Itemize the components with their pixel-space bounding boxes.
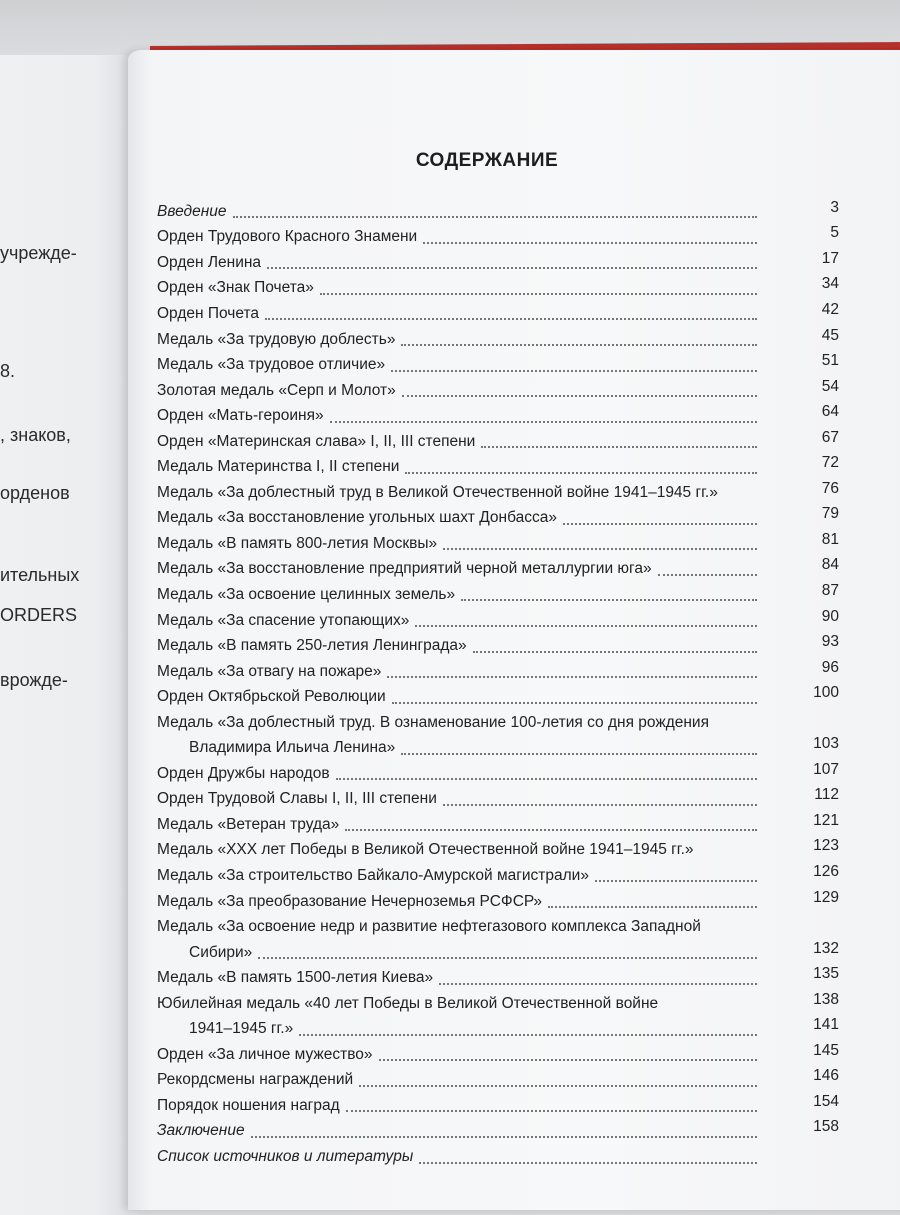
toc-entry-page: 112 [814,786,839,804]
dot-leader [658,573,757,576]
left-page-text: , знаков, [0,425,71,445]
toc-entry-title: Заключение [157,1122,245,1140]
toc-entry-title: Медаль Материнства I, II степени [157,458,400,476]
toc-entry [157,225,839,251]
toc-entry-title: Медаль «За освоение недр и развитие нефтегазового комплекса Западной [157,918,701,936]
toc-entry-page: 17 [821,249,839,267]
toc-entry [157,633,839,659]
dot-leader [423,241,757,244]
toc-entry-title: Сибири» [189,943,253,961]
left-page-text: орденов [0,483,70,503]
toc-entry-page: 54 [821,377,839,395]
toc-entry [157,863,839,889]
toc-entry-title: Медаль «Ветеран труда» [157,815,340,833]
dot-leader [405,471,757,474]
dot-leader [233,215,758,218]
toc-entry-title: Медаль «За освоение целинных земель» [157,585,456,603]
dot-leader [387,675,757,678]
dot-leader [481,445,757,448]
toc-entry-title: Медаль «За доблестный труд в Великой Отечественной войне 1941–1945 гг.» [157,483,718,501]
toc-entry-title: Медаль «За трудовую доблесть» [157,330,396,348]
toc-entry [157,965,839,991]
toc-entry-title: Юбилейная медаль «40 лет Победы в Великой Отечественной войне [157,994,659,1012]
left-page-text: ORDERS [0,605,78,625]
toc-entry-title: Введение [157,202,227,220]
toc-entry [157,582,839,608]
toc-entry [157,454,839,480]
toc-entry-title: Список источников и литературы [157,1148,414,1165]
toc-entry-title: Орден «За личное мужество» [157,1045,373,1063]
toc-entry [157,940,839,966]
toc-entry [157,480,839,506]
toc-entry [157,659,839,685]
toc-entry-page: 158 [813,1118,839,1136]
toc-entry-title: Орден Дружбы народов [157,764,330,782]
toc-entry-page: 81 [821,530,839,548]
dot-leader [345,828,757,831]
toc-entry-title: Медаль «В память 250-летия Ленинграда» [157,637,467,655]
toc-entry [157,276,839,302]
toc-entry-page: 146 [813,1067,839,1085]
left-page [0,55,140,1215]
dot-leader [299,1033,757,1036]
dot-leader [391,369,757,372]
toc-entry [157,1093,839,1119]
toc-entry-page: 51 [821,352,839,370]
toc-entry-title: Медаль «За преобразование Нечерноземья РСФСР» [157,892,542,910]
toc-entry-page: 87 [821,581,839,599]
toc-entry-title: Орден Почета [157,304,259,322]
toc-entry [157,1119,839,1145]
toc-entry-title: Медаль «За трудовое отличие» [157,356,386,374]
dot-leader [401,752,757,755]
toc-entry-page: 103 [813,735,839,753]
dot-leader [258,956,757,959]
dot-leader [392,701,757,704]
dot-leader [336,777,757,780]
toc-entry [157,838,839,864]
toc-entry-page: 154 [813,1092,839,1110]
dot-leader [461,598,757,601]
dot-leader [379,1058,757,1061]
dot-leader [251,1135,757,1138]
toc-entry [157,761,839,787]
dot-leader [419,1161,757,1164]
toc-entry [157,914,839,940]
toc-entry-title: 1941–1945 гг.» [189,1020,294,1038]
left-page-text: врожде- [0,670,68,690]
left-page-text: ительных [0,565,80,585]
toc-entry [157,710,839,736]
toc-entry [157,889,839,915]
toc-entry-page: 123 [813,837,839,855]
left-page-text: 8. [0,361,16,381]
toc-entry [157,991,839,1017]
toc-entry-title: Медаль «В память 800-летия Москвы» [157,534,438,552]
toc-entry-title: Орден «Знак Почета» [157,279,314,297]
left-page-text: учрежде- [0,243,77,263]
toc-entry [157,403,839,429]
toc-entry-page: 93 [821,633,839,651]
toc-entry [157,301,839,327]
dot-leader [320,292,757,295]
toc-entry-title: Орден Трудовой Славы I, II, III степени [157,790,437,808]
toc-entry [157,1144,839,1170]
dot-leader [443,547,757,550]
toc-entry-title: Медаль «За восстановление угольных шахт Донбасса» [157,509,557,527]
toc-entry-page: 3 [830,198,839,216]
toc-entry [157,812,839,838]
toc-entry-page: 5 [830,224,839,242]
dot-leader [402,394,757,397]
toc-entry-page: 72 [821,454,839,472]
toc-entry-title: Орден «Материнская слава» I, II, III степени [157,432,476,450]
toc-entry-page: 67 [821,428,839,446]
toc-entry-title: Медаль «В память 1500-летия Киева» [157,969,434,987]
toc-entry [157,506,839,532]
toc-entry-page: 145 [813,1041,839,1059]
toc-entry [157,429,839,455]
toc-entry-title: Орден Октябрьской Революции [157,688,386,706]
dot-leader [473,650,757,653]
toc-entry [157,199,839,225]
toc-entry [157,608,839,634]
toc-entry-page: 90 [821,607,839,625]
dot-leader [346,1109,757,1112]
toc-entry-page: 42 [821,300,839,318]
toc-entry-page: 79 [821,505,839,523]
toc-entry-title: Владимира Ильича Ленина» [189,739,396,757]
toc-entry [157,684,839,710]
toc-entry-title: Порядок ношения наград [157,1096,340,1114]
toc-entry-title: Орден «Мать-героиня» [157,407,324,425]
toc-entry-page: 132 [813,939,839,957]
toc-entry [157,557,839,583]
toc-entry-page: 100 [813,684,839,702]
toc-entry-title: Медаль «За доблестный труд. В ознаменование 100-летия со дня рождения [157,713,709,731]
toc-entry-title: Медаль «За восстановление предприятий черной металлургии юга» [157,560,652,578]
toc-entry [157,378,839,404]
dot-leader [359,1084,757,1087]
toc-entry [157,1042,839,1068]
dot-leader [330,420,757,423]
table-of-contents [157,199,839,1170]
toc-entry-page: 138 [813,990,839,1008]
toc-entry-title: Медаль «XXX лет Победы в Великой Отечественной войне 1941–1945 гг.» [157,841,694,859]
dot-leader [415,624,757,627]
toc-entry [157,250,839,276]
dot-leader [548,905,757,908]
toc-entry-page: 107 [813,760,839,778]
toc-entry-page: 96 [821,658,839,676]
dot-leader [401,343,757,346]
toc-entry-page: 126 [813,862,839,880]
toc-entry-title: Медаль «За отвагу на пожаре» [157,662,382,680]
dot-leader [563,522,757,525]
page-title: СОДЕРЖАНИЕ [415,149,559,171]
toc-entry-title: Медаль «За спасение утопающих» [157,611,410,629]
toc-entry-page: 84 [821,556,839,574]
toc-entry-page: 129 [813,888,839,906]
toc-entry-page: 64 [821,403,839,421]
toc-entry-title: Медаль «За строительство Байкало-Амурской магистрали» [157,866,589,884]
toc-entry-page: 121 [813,811,839,829]
toc-entry-title: Золотая медаль «Серп и Молот» [157,381,396,399]
dot-leader [595,879,757,882]
toc-entry [157,1017,839,1043]
toc-entry [157,787,839,813]
toc-entry-page: 34 [821,275,839,293]
dot-leader [265,317,757,320]
toc-entry [157,531,839,557]
dot-leader [443,803,757,806]
toc-entry-title: Орден Трудового Красного Знамени [157,228,418,246]
toc-entry [157,735,839,761]
dot-leader [439,982,757,985]
dot-leader [267,266,757,269]
toc-entry-page: 141 [813,1016,839,1034]
toc-entry-title: Рекордсмены награждений [157,1071,354,1089]
toc-entry [157,327,839,353]
toc-entry [157,352,839,378]
toc-entry-page: 135 [813,965,839,983]
toc-entry-title: Орден Ленина [157,253,262,271]
toc-entry-page: 45 [821,326,839,344]
toc-entry-page: 76 [821,479,839,497]
toc-entry [157,1068,839,1094]
